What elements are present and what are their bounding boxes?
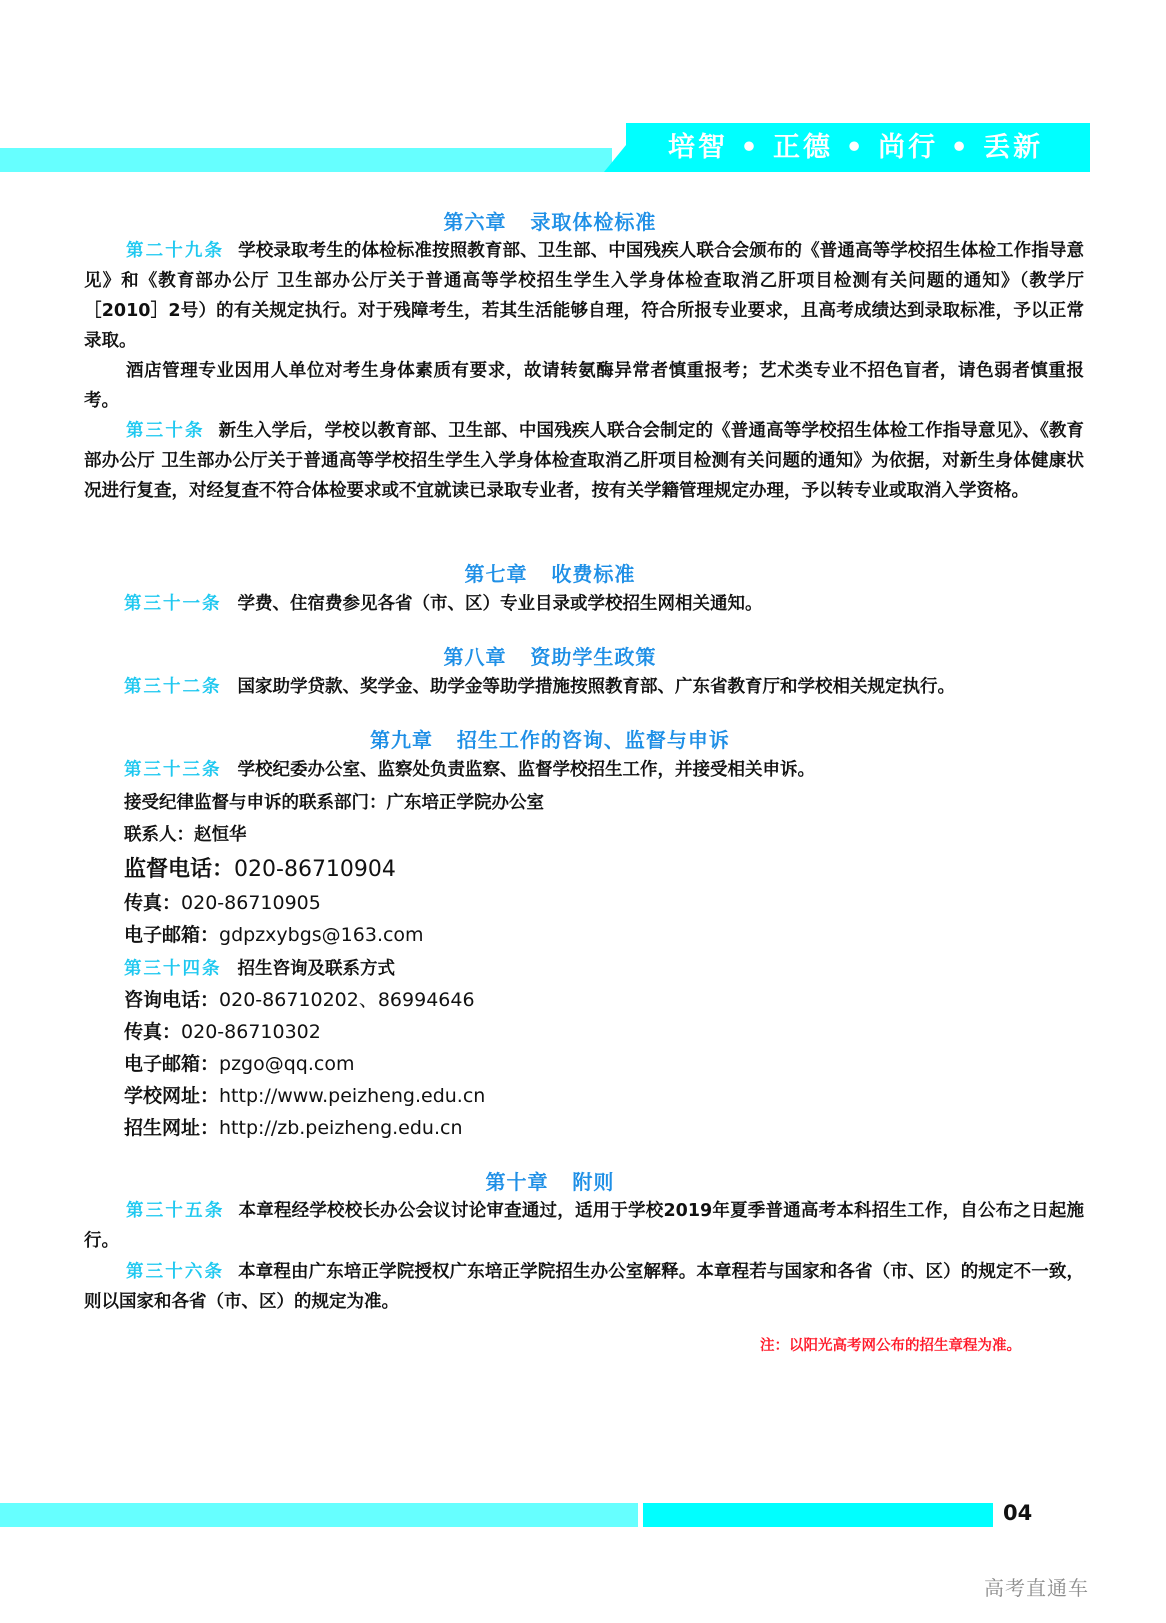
article-32-text: 国家助学贷款、奖学金、助学金等助学措施按照教育部、广东省教育厅和学校相关规定执行。	[237, 677, 955, 697]
inquiry-phone-label: 咨询电话：	[124, 989, 220, 1011]
article-33-text: 学校纪委办公室、监察处负责监察、监督学校招生工作，并接受相关申诉。	[237, 760, 815, 780]
inquiry-phone	[124, 985, 475, 1012]
inquiry-fax	[124, 1017, 321, 1044]
supervision-email-value[interactable]: gdpzxybgs@163.com	[219, 924, 424, 946]
inquiry-fax-value: 020-86710302	[181, 1021, 321, 1043]
article-29	[84, 236, 1084, 356]
inquiry-email-value[interactable]: pzgo@qq.com	[219, 1053, 355, 1075]
watermark: 高考直通车	[984, 1576, 1089, 1600]
article-31-text: 学费、住宿费参见各省（市、区）专业目录或学校招生网相关通知。	[237, 594, 763, 614]
article-29-text: 学校录取考生的体检标准按照教育部、卫生部、中国残疾人联合会颁布的《普通高等学校招生体检工作指导意见》和《教育部办公厅 卫生部办公厅关于普通高等学校招生学生入学身体检查取消乙肝项目检测有关问题的通知》（教学厅［2010］2号）的有关规定执行。对于残障考生，若其生活能够自理，符合所报专业要求，且高考成绩达到录取标准，予以正常录取。	[84, 241, 1084, 351]
article-29-label: 第二十九条	[126, 241, 225, 261]
hotel-major-paragraph: 酒店管理专业因用人单位对考生身体素质有要求，故请转氨酶异常者慎重报考；艺术类专业不招色盲者，请色弱者慎重报考。	[84, 361, 1084, 411]
article-36-text: 本章程由广东培正学院授权广东培正学院招生办公室解释。本章程若与国家和各省（市、区）的规定不一致，则以国家和各省（市、区）的规定为准。	[84, 1262, 1084, 1312]
chapter-6-title: 第六章 录取体检标准	[443, 210, 657, 234]
supervision-contact: 联系人：赵恒华	[124, 825, 247, 845]
inquiry-phone-value: 020-86710202、86994646	[219, 989, 475, 1011]
article-31	[124, 590, 763, 615]
inquiry-email-label: 电子邮箱：	[124, 1053, 220, 1075]
article-31-label: 第三十一条	[124, 594, 222, 614]
supervision-dept: 接受纪律监督与申诉的联系部门：广东培正学院办公室	[124, 793, 544, 813]
supervision-fax	[124, 888, 321, 915]
school-site-label: 学校网址：	[124, 1085, 220, 1107]
supervision-fax-label: 传真：	[124, 892, 182, 914]
footnote-red: 注：以阳光高考网公布的招生章程为准。	[760, 1338, 1021, 1354]
page-number: 04	[1003, 1501, 1033, 1525]
chapter-7-title: 第七章 收费标准	[464, 562, 636, 586]
article-33	[124, 756, 815, 781]
supervision-phone-value: 020-86710904	[234, 857, 396, 882]
article-34	[124, 955, 395, 980]
chapter-10-title: 第十章 附则	[485, 1170, 615, 1194]
article-30	[84, 416, 1084, 506]
supervision-email	[124, 920, 424, 947]
footer-bar-light	[0, 1503, 638, 1527]
article-35-text: 本章程经学校校长办公会议讨论审查通过，适用于学校2019年夏季普通高考本科招生工作，自公布之日起施行。	[84, 1201, 1085, 1251]
article-33-label: 第三十三条	[124, 760, 222, 780]
article-36-label: 第三十六条	[126, 1262, 225, 1282]
supervision-phone-label: 监督电话：	[124, 857, 235, 882]
supervision-phone	[124, 852, 396, 883]
article-35-label: 第三十五条	[126, 1201, 225, 1221]
admission-site-link[interactable]: http://zb.peizheng.edu.cn	[219, 1117, 463, 1139]
inquiry-admission-site	[124, 1113, 463, 1140]
article-34-label: 第三十四条	[124, 959, 222, 979]
inquiry-school-site	[124, 1081, 485, 1108]
supervision-email-label: 电子邮箱：	[124, 924, 220, 946]
article-30-label: 第三十条	[126, 421, 205, 441]
article-36	[84, 1257, 1084, 1317]
header-bar-light	[0, 148, 612, 172]
inquiry-email	[124, 1049, 354, 1076]
supervision-fax-value: 020-86710905	[181, 892, 321, 914]
chapter-9-title: 第九章 招生工作的咨询、监督与申诉	[370, 728, 730, 752]
article-30-text: 新生入学后，学校以教育部、卫生部、中国残疾人联合会制定的《普通高等学校招生体检工作指导意见》、《教育部办公厅 卫生部办公厅关于普通高等学校招生学生入学身体检查取消乙肝项目检测有关问题的通知》为依据，对新生身体健康状况进行复查，对经复查不符合体检要求或不宜就读已录取专业者，按有关学籍管理规定办理，予以转专业或取消入学资格。	[84, 421, 1085, 501]
school-motto: 培智 • 正德 • 尚行 • 丢新	[668, 132, 1044, 163]
chapter-8-title: 第八章 资助学生政策	[443, 645, 657, 669]
school-site-link[interactable]: http://www.peizheng.edu.cn	[219, 1085, 486, 1107]
article-32-label: 第三十二条	[124, 677, 222, 697]
article-32	[124, 673, 955, 698]
footer-bar-cyan	[643, 1503, 993, 1527]
inquiry-fax-label: 传真：	[124, 1021, 182, 1043]
article-35	[84, 1196, 1084, 1256]
admission-site-label: 招生网址：	[124, 1117, 220, 1139]
article-34-text: 招生咨询及联系方式	[237, 959, 395, 979]
